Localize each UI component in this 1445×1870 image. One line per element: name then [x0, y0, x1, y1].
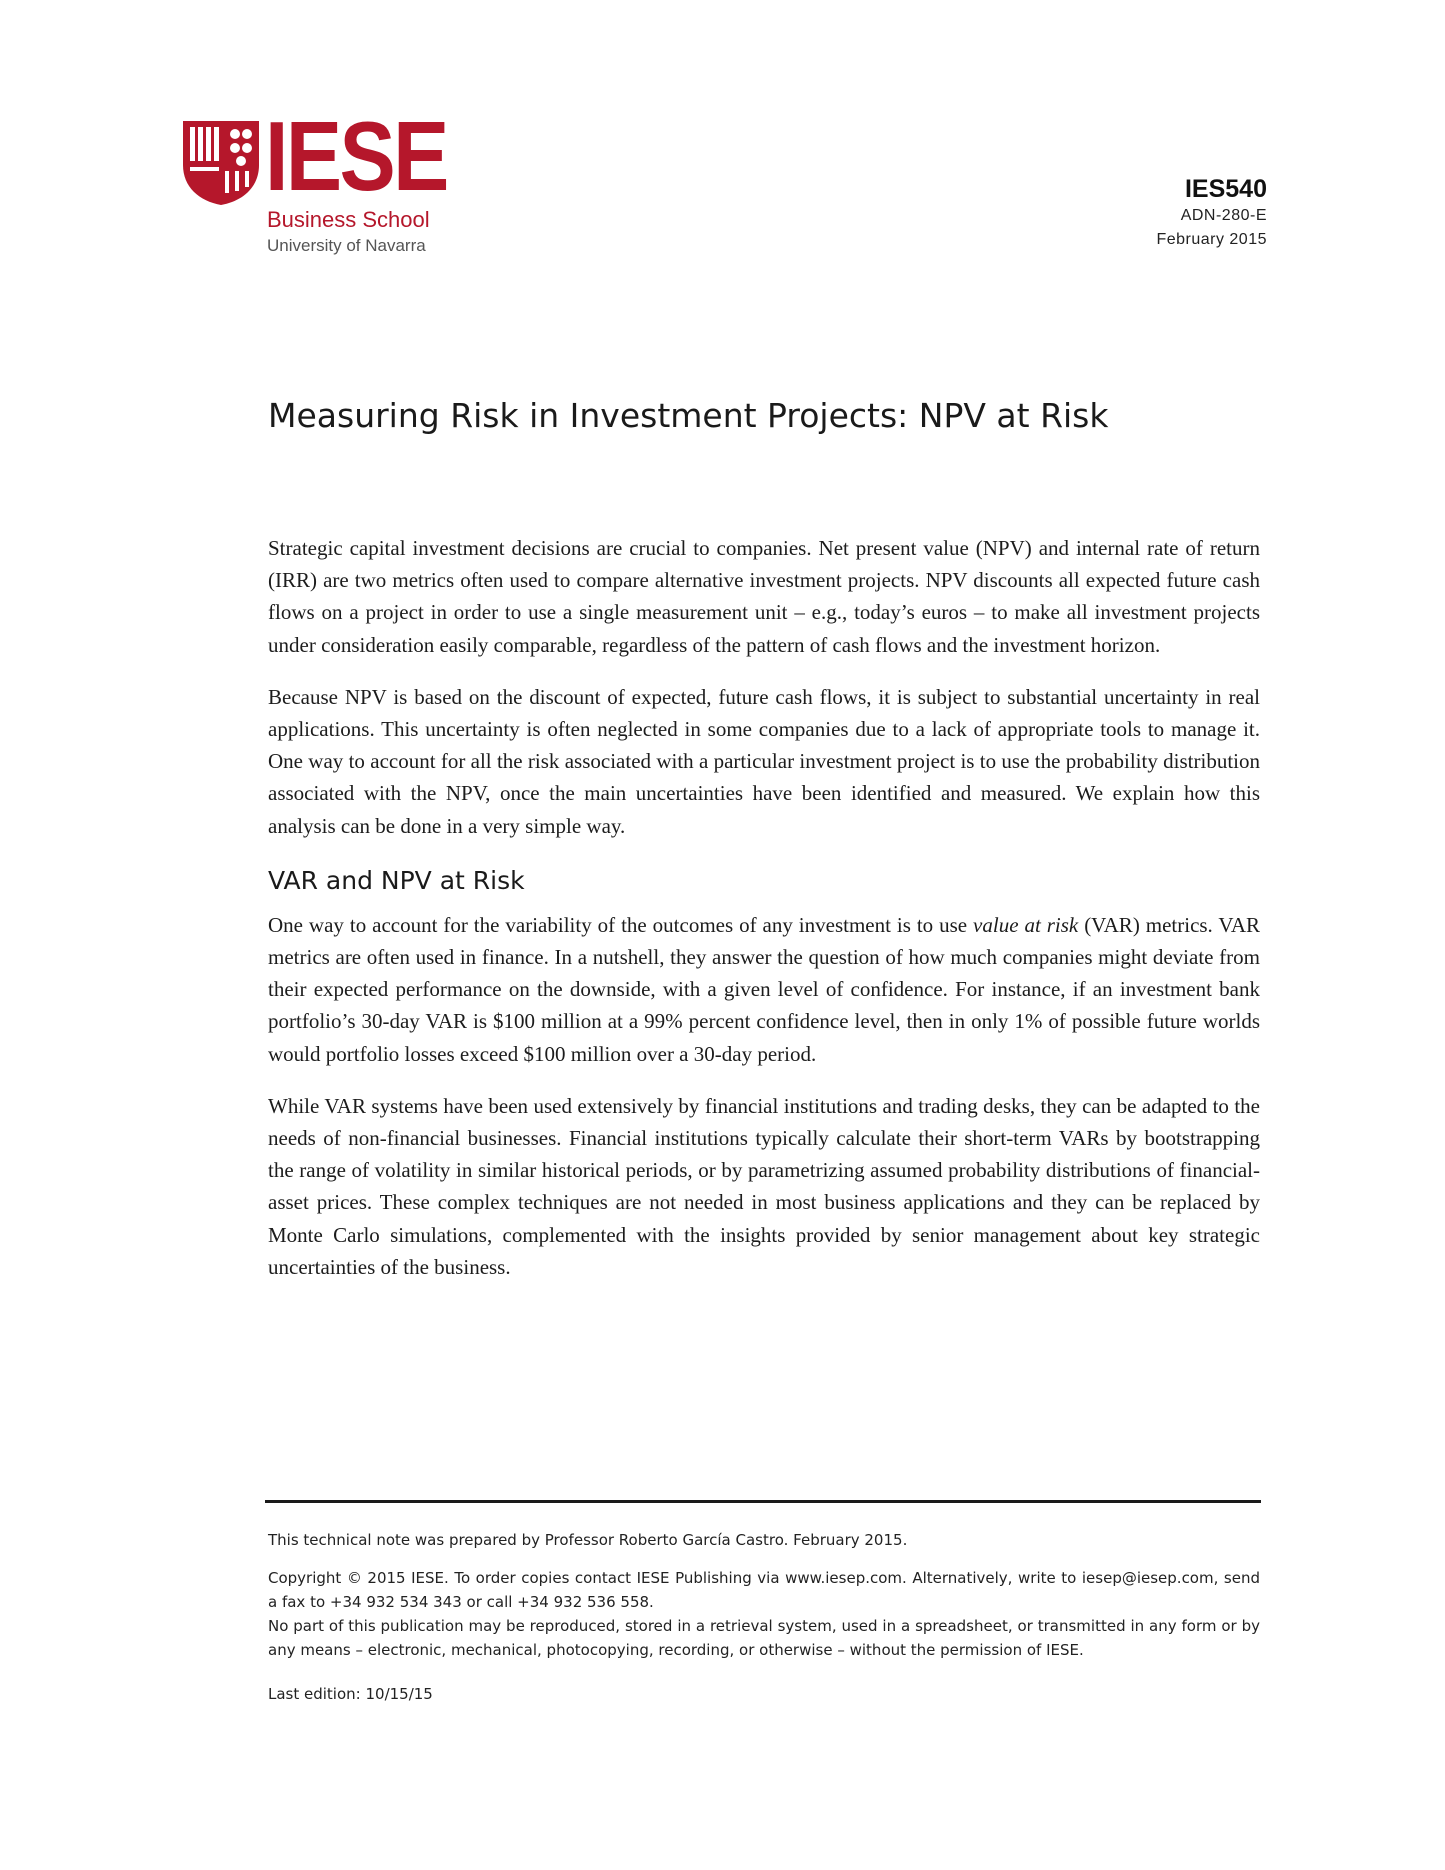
intro-paragraph-2: Because NPV is based on the discount of expected, future cash flows, it is subject to substantial uncertainty in real applications. This uncertainty is often neglected in some companies due to a lack of appropriate tools to manage it. One way to account for all the risk associated with a particular investment project is to use the probability distribution associated with the NPV, once the main uncertainties have been identified and measured. We explain how this analysis can be done in a very simple way.: [268, 684, 1260, 838]
document-meta: [1156, 174, 1267, 252]
section-paragraph-2: While VAR systems have been used extensively by financial institutions and trading desks, they can be adapted to the needs of non-financial businesses. Financial institutions typically calculate their short-term VARs by bootstrapping the range of volatility in similar historical periods, or by parametrizing assumed probability distributions of financial-asset prices. These complex techniques are not needed in most business applications and they can be replaced by Monte Carlo simulations, complemented with the insights provided by senior management about key strategic uncertainties of the business.: [268, 1093, 1260, 1279]
last-edition: Last edition: 10/15/15: [268, 1685, 433, 1703]
logo-school: Business School: [267, 207, 430, 232]
shield-icon: [183, 121, 259, 205]
paragraph-text: One way to account for the variability of the outcomes of any investment is to use: [268, 912, 974, 937]
document-body: [268, 532, 1260, 1303]
page-title: Measuring Risk in Investment Projects: NPV at Risk: [268, 396, 1109, 435]
iese-logo: [183, 101, 447, 261]
section-heading: VAR and NPV at Risk: [268, 865, 525, 895]
logo-wordmark: IESE: [265, 101, 447, 211]
section-paragraph-1: [268, 909, 1260, 1070]
paragraph-text: (VAR) metrics. VAR metrics are often used in finance. In a nutshell, they answer the question of how much companies might deviate from their expected performance on the downside, with a given level of confidence. For instance, if an investment bank portfolio’s 30-day VAR is $100 million at a 99% percent confidence level, then in only 1% of possible future worlds would portfolio losses exceed $100 million over a 30-day period.: [268, 912, 1261, 1066]
footer-divider: [265, 1500, 1261, 1503]
logo-university: University of Navarra: [267, 236, 426, 255]
intro-paragraph-1: Strategic capital investment decisions are crucial to companies. Net present value (NPV) and internal rate of return (IRR) are two metrics often used to compare alternative investment projects. NPV discounts all expected future cash flows on a project in order to use a single measurement unit – e.g., today’s euros – to make all investment projects under consideration easily comparable, regardless of the pattern of cash flows and the investment horizon.: [268, 536, 1260, 657]
document-date: February 2015: [1156, 231, 1267, 248]
prepared-by-note: This technical note was prepared by Professor Roberto García Castro. February 2015.: [268, 1531, 908, 1549]
document-reference: ADN-280-E: [1180, 207, 1267, 224]
rights-notice: No part of this publication may be reproduced, stored in a retrieval system, used in a spreadsheet, or transmitted in any form or by any means – electronic, mechanical, photocopying, recording, or otherwise – without the permission of IESE.: [268, 1617, 1260, 1659]
document-code: IES540: [1184, 175, 1267, 203]
italic-term: value at risk: [973, 912, 1079, 937]
copyright-notice: Copyright © 2015 IESE. To order copies contact IESE Publishing via www.iesep.com. Alternatively, write to iesep@iesep.com, send a fax to +34 932 534 343 or call +34 932 536 558.: [268, 1569, 1260, 1611]
footer: [268, 1528, 1260, 1706]
